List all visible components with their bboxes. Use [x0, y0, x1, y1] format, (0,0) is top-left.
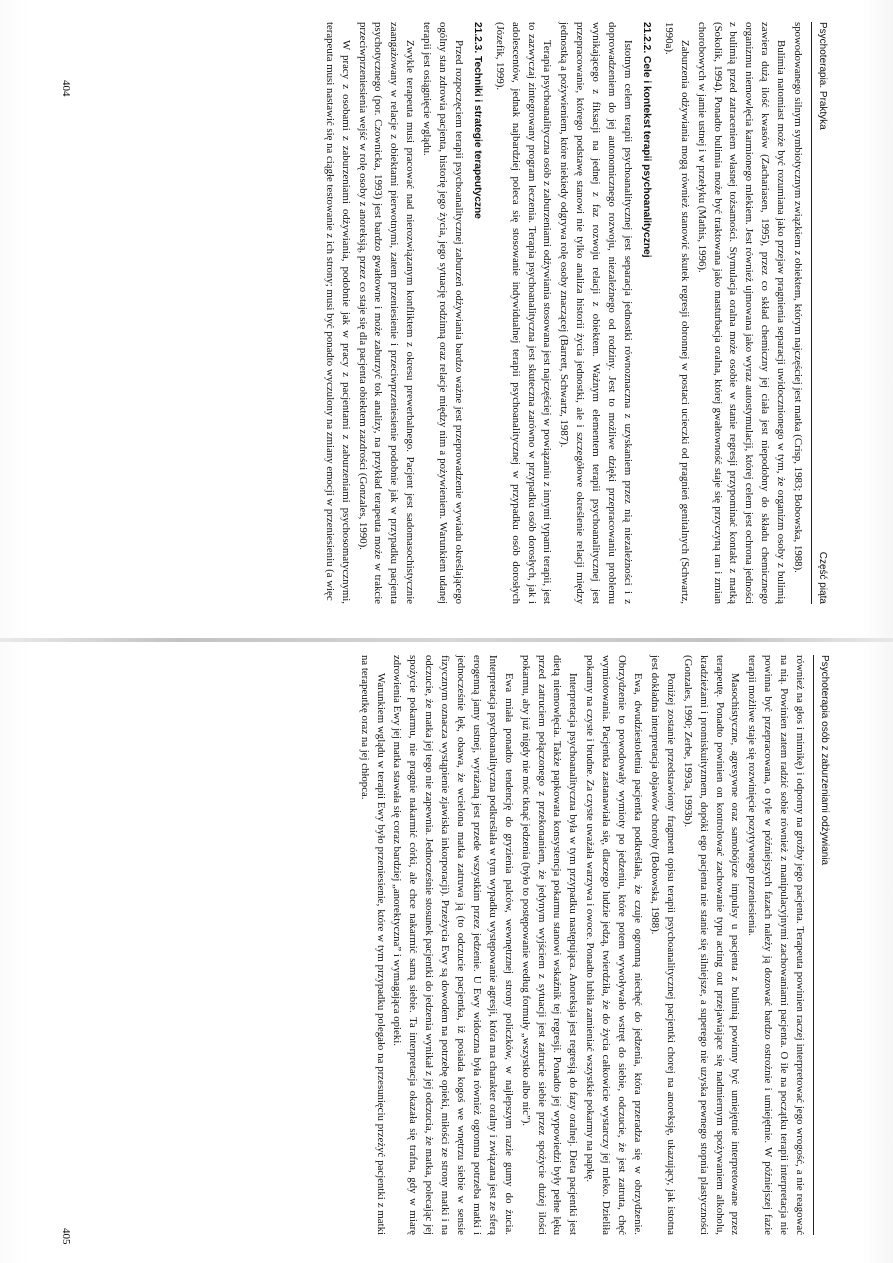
paragraph: Istotnym celem terapii psychoanalitycznej jest separacja jednostki równoznaczna z uzyskaniem przez nią niezależności i z doprowadzeniem do jej autonomicznego rozwoju, niezależnego od rodziny. Jest to możliwe dzięki przepracowaniu problemu wynikającego z fiksacji na jednej z faz rozwoju relacji z obiektem. Ważnym elementem terapii psychoanalitycznej jest przepracowanie, którego podstawę stanowi nie tylko analiza historii życia jednostki, ale i szczegółowe określenie relacji między jednostką a pożywieniem, które niekiedy odgrywa rolę osoby znaczącej (Barrett, Schwartz, 1987).: [558, 22, 635, 604]
paragraph: Ewa, dwudziestoletnia pacjentka podkreślała, że czuje ogromną niechęć do jedzenia, która przeradza się w obrzydzenie. Obrzydzenie to powodowały wymioty po jedzeniu, które potem wywoływało wstręt do siebie, odczucie, że jest zatruta, chęć wymiotowania. Pacjentka zastanawiała się, dlaczego ludzie jedzą, twierdziła, że do życia całkowicie wystarczy jej mleko. Dzieliła pokarmy na czyste i brudne. Za czyste uważała warzywa i owoce. Ponadto lubiła zamieniać wszystkie pokarmy na papkę.: [584, 655, 645, 1235]
running-head-part: Część piąta: [817, 551, 828, 604]
paragraph: W pracy z osobami z zaburzeniami odżywiania, podobnie jak w pracy z pacjentami z zaburzeniami psychosomatycznymi, terapeuta musi nastawić się na ciągłe testowanie z ich strony; musi być ponadto wyczulony na zmiany emocji w przeniesieniu (a więc: [323, 22, 352, 604]
paragraph: Zaburzenia odżywiania mogą również stanowić skutek regresji obronnej w postaci ucieczki od pragnień genitalnych (Schwartz, 1990a).: [662, 22, 691, 604]
paragraph: Warunkiem wglądu w terapii Ewy było przeniesienie, które w tym przypadku polegało na przesunięciu przeżyć pacjentki z matki na terapeutkę oraz na jej chłopca.: [358, 655, 387, 1235]
running-head-title: Psychoterapia. Praktyka: [817, 22, 828, 130]
paragraph: Bulimia natomiast może być rozumiana jako przejaw pragnienia separacji uwidocznionego w tym, że organizm osoby z bulimią zawiera dużą ilość kwasów (Zachariasen, 1995), przez co skład chemiczny jej ciała jest niepodobny do składu chemicznego organizmu niemowlęcia karmionego mlekiem. Jest również ujmowana jako wyraz autostymulacji, której celem jest ochrona jedności z bulimią przed zatraceniem własnej tożsamości. Stymulacja oralna może osobie w stanie regresji przypominać kontakt z matką (Sokolik, 1994). Ponadto bulimia może być traktowana jako masturbacja oralna, której gwałtowność staje się przyczyną ran i zmian chorobowych w jamie ustnej i w przełyku (Mathis, 1996).: [695, 22, 788, 604]
page-number: 405: [60, 1228, 72, 1245]
paragraph: również na głos i mimikę) i odporny na groźby jego pacjenta. Terapeuta powinien raczej interpretować jego wrogość, a nie reagować na nią. Powinien zatem radzić sobie również z manipulacyjnymi zachowaniami pacjenta. O ile na początku terapii interpretacja nie powinna być przepracowana, o tyle w późniejszych fazach należy ją dozować bardzo ostrożnie i umiejętnie. W późniejszej fazie terapii możliwe staje się rozwinięcie pozytywnego przeniesienia.: [746, 655, 807, 1235]
section-heading: 21.2.2. Cele i kontekst terapii psychoanalitycznej: [640, 22, 652, 258]
paragraph: Masochistyczne, agresywne oraz samobójcze impulsy u pacjenta z bulimią powinny być umiejętnie interpretowane przez terapeutę. Ponadto powinien on kontrolować zachowanie typu acting out przejawiające się nadmiernym spożywaniem alkoholu, kradzieżami i promiskuityzmem, dopóki ego pacjenta nie stanie się silniejsze, a superego nie uzyska pewnego stopnia plastyczności (Gonzales, 1990; Zerbe, 1993a, 1993b).: [681, 655, 742, 1235]
running-head: [811, 22, 830, 604]
page-fold: [0, 638, 893, 642]
paragraph: Interpretacja psychoanalityczna była w tym przypadku następująca. Anoreksja jest regresją do fazy oralnej. Dieta pacjentki jest dietą niemowlęcia. Także papkowata konsystencja pokarmu stanowi wskaźnik tej regresji. Ponadto jej wypowiedzi były pełne lęku przed zatruciem połączonego z przekonaniem, że jedynym wyjściem z sytuacji jest zatrucie siebie przez spożycie dużej ilości pokarmu, aby już nigdy nie móc tknąć jedzenia (było to postępowanie według formuły „wszystko albo nic”).: [519, 655, 580, 1235]
page-number: 404: [60, 80, 72, 97]
paragraph: Terapia psychoanalityczna osób z zaburzeniami odżywiania stosowana jest najczęściej w powiązaniu z innymi typami terapii, jest to zazwyczaj zintegrowany program leczenia. Terapia psychoanalityczna jest skuteczna zarówno w przypadku osób dorosłych, jak i adolescentów, jednak najbardziej poleca się stosowanie indywidualnej terapii psychoanalitycznej w przypadku osób dorosłych (Józefik, 1999).: [493, 22, 554, 604]
paragraph: Ewa miała ponadto tendencję do gryzienia palców, wewnętrznej strony policzków, w najlepszym razie gumy do żucia. Interpretacja psychoanalityczna podkreślała w tym wypadku występowanie agresji, która ma charakter oralny i związana jest ze sferą erogenną jamy ustnej, wyrażaną jest przede wszystkim przez jedzenie. U Ewy widoczna była również ogromna potrzeba matki i jednocześnie lęk, obawa, że wcielona matka zatruwa ją (to odczucie pacjentka, iż posiada kogoś we wnętrzu siebie w sensie fizycznym oznacza wystąpienie zjawiska inkorporacji). Przeżycia Ewy są dowodem na potrzebę opieki, miłości ze strony matki i na odczucie, że matka jej tego nie zapewnia. Jednocześnie stosunek pacjentki do jedzenia wynikał z jej odczucia, że matka, polecając jej spożycie pokarmu, nie pragnie nakarmić córki, ale chce nakarmić samą siebie. Ta interpretacja okazała się trafna, gdy w miarę zdrowienia Ewy jej matka stawała się coraz bardziej „anorektyczna” i wymagająca opieki.: [391, 655, 515, 1235]
paragraph: Przed rozpoczęciem terapii psychoanalitycznej zaburzeń odżywiania bardzo ważne jest przeprowadzenie wywiadu określającego ogólny stan zdrowia pacjenta, historię jego życia, jego sytuację rodzinną oraz relacje między nim a pożywieniem. Warunkiem udanej terapii jest osiągnięcie wglądu.: [421, 22, 465, 604]
right-page: [90, 655, 832, 1235]
running-head-title: Psychoterapia osób z zaburzeniami odżywiania: [819, 655, 830, 866]
section-heading: 21.2.3. Techniki i strategie terapeutyczne: [471, 22, 483, 219]
paragraph: spowodowanego silnym symbiotycznym związkiem z obiektem, którym najczęściej jest matka (Crisp, 1983; Bobowska, 1988).: [792, 22, 805, 573]
paragraph: Poniżej zostanie przedstawiony fragment opisu terapii psychoanalitycznej pacjentki chorej na anoreksję, ukazujący, jak istotna jest dokładna interpretacja objawów choroby (Bobowska, 1988).: [648, 655, 677, 1235]
left-page: [92, 22, 830, 604]
running-head: [813, 655, 832, 1235]
paragraph: Zwykle terapeuta musi pracować nad nierozwiązanym konfliktem z okresu prewerbalnego. Pacjent jest sadomasochistycznie zaangażowany w relacje z obiektami pierwotnymi, zatem przeniesienie i przeciwprzeniesienie podobnie jak w przypadku pacjenta psychotycznego (por. Czownicka, 1993) jest bardzo gwałtowne i może zaburzyć tok analizy, na przykład terapeuta może w trakcie przeciwprzeniesienia wejść w rolę osoby z anoreksją, przez co staje się dla pacjenta obiektem zazdrości (Gonzales, 1990).: [356, 22, 417, 604]
